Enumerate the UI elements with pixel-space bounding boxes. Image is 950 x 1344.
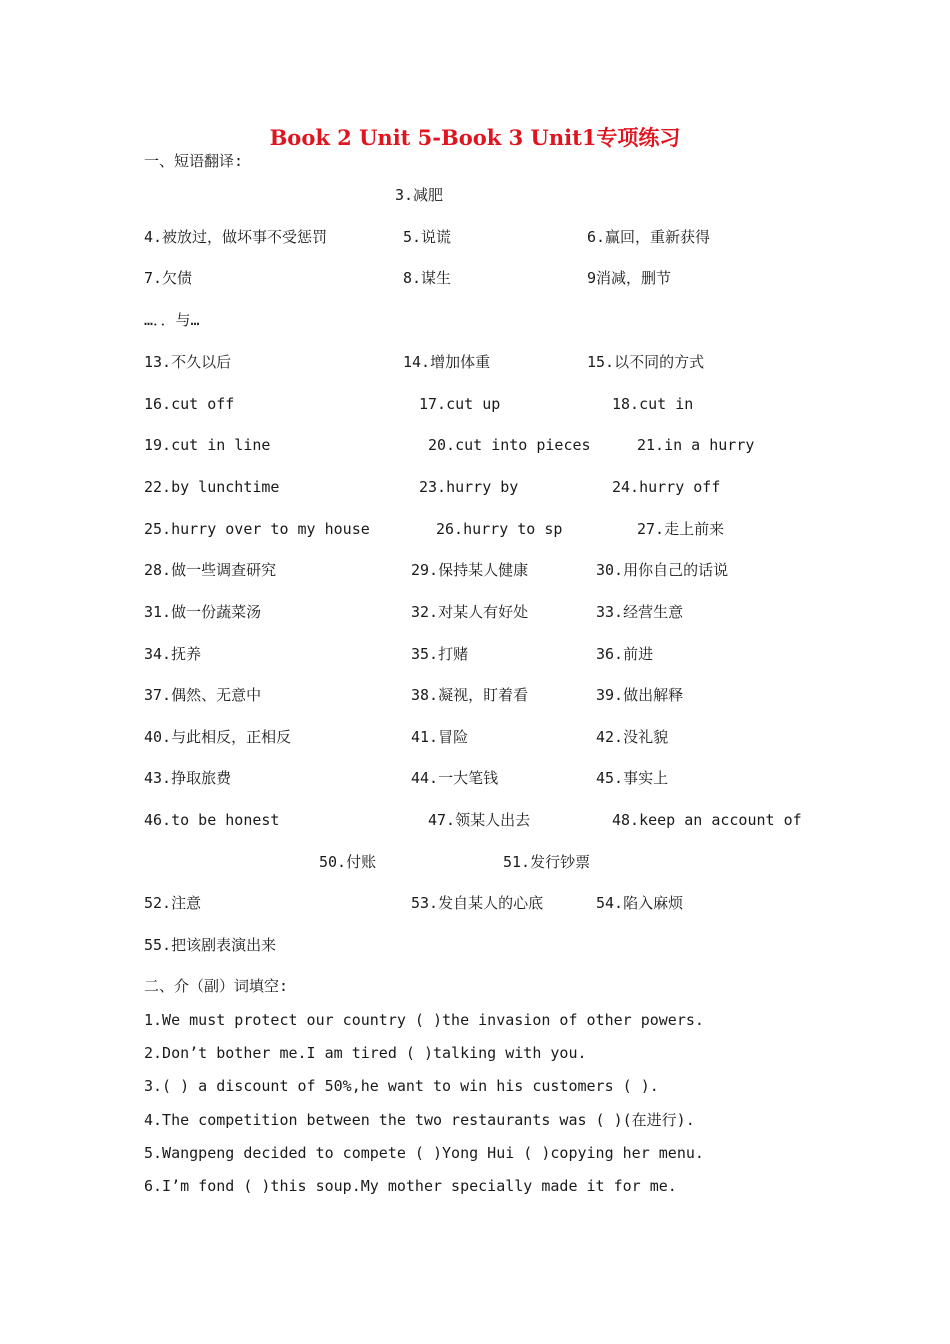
phrase-item: 21.in a hurry [637,436,755,454]
phrase-item: 47.领某人出去 [428,811,531,829]
question-6: 6.I’m fond ( )this soup.My mother specially made it for me. [144,1177,677,1195]
phrase-item: 3.减肥 [395,186,444,204]
question-4: 4.The competition between the two restaurants was ( )(在进行). [144,1111,695,1129]
phrase-item: 51.发行钞票 [503,853,591,871]
phrase-item: 53.发自某人的心底 [411,894,544,912]
phrase-item: 30.用你自己的话说 [596,561,729,579]
phrase-item: 36.前进 [596,645,654,663]
phrase-item: 35.打赌 [411,645,469,663]
phrase-item: 7.欠债 [144,269,193,287]
phrase-item: 20.cut into pieces [428,436,591,454]
phrase-item: 18.cut in [612,395,694,413]
phrase-item: 48.keep an account of [612,811,802,829]
phrase-item: 54.陷入麻烦 [596,894,684,912]
phrase-item: 52.注意 [144,894,202,912]
phrase-item: 5.说谎 [403,228,452,246]
phrase-item: 9消减，删节 [587,269,672,287]
phrase-item: …．．与… [144,311,200,329]
phrase-item: 23.hurry by [419,478,519,496]
question-5: 5.Wangpeng decided to compete ( )Yong Hui ( )copying her menu. [144,1144,704,1162]
phrase-item: 13.不久以后 [144,353,232,371]
phrase-item: 45.事实上 [596,769,669,787]
phrase-item: 14.增加体重 [403,353,491,371]
section-2-heading: 二、介（副）词填空: [144,977,289,995]
phrase-item: 25.hurry over to my house [144,520,370,538]
phrase-item: 34.抚养 [144,645,202,663]
phrase-item: 41.冒险 [411,728,469,746]
question-2: 2.Don’t bother me.I am tired ( )talking with you. [144,1044,587,1062]
phrase-item: 38.凝视，盯着看 [411,686,529,704]
page-title: Book 2 Unit 5-Book 3 Unit1专项练习 [269,125,681,150]
phrase-item: 19.cut in line [144,436,271,454]
phrase-item: 42.没礼貌 [596,728,669,746]
phrase-item: 6.赢回，重新获得 [587,228,711,246]
phrase-item: 50.付账 [319,853,377,871]
phrase-item: 44.一大笔钱 [411,769,499,787]
phrase-item: 8.谋生 [403,269,452,287]
phrase-item: 37.偶然、无意中 [144,686,262,704]
phrase-item: 17.cut up [419,395,501,413]
phrase-item: 4.被放过，做坏事不受惩罚 [144,228,328,246]
phrase-item: 46.to be honest [144,811,280,829]
phrase-item: 40.与此相反，正相反 [144,728,292,746]
phrase-item: 55.把该剧表演出来 [144,936,277,954]
phrase-item: 32.对某人有好处 [411,603,529,621]
section-1-heading: 一、短语翻译: [144,152,244,170]
phrase-item: 43.挣取旅费 [144,769,232,787]
phrase-item: 27.走上前来 [637,520,725,538]
phrase-item: 24.hurry off [612,478,721,496]
phrase-item: 26.hurry to sp [436,520,563,538]
phrase-item: 39.做出解释 [596,686,684,704]
phrase-item: 31.做一份蔬菜汤 [144,603,262,621]
phrase-item: 33.经营生意 [596,603,684,621]
phrase-item: 22.by lunchtime [144,478,280,496]
phrase-item: 28.做一些调查研究 [144,561,277,579]
phrase-item: 16.cut off [144,395,235,413]
question-3: 3.( ) a discount of 50%,he want to win his customers ( ). [144,1077,659,1095]
phrase-item: 15.以不同的方式 [587,353,705,371]
question-1: 1.We must protect our country ( )the invasion of other powers. [144,1011,704,1029]
phrase-item: 29.保持某人健康 [411,561,529,579]
